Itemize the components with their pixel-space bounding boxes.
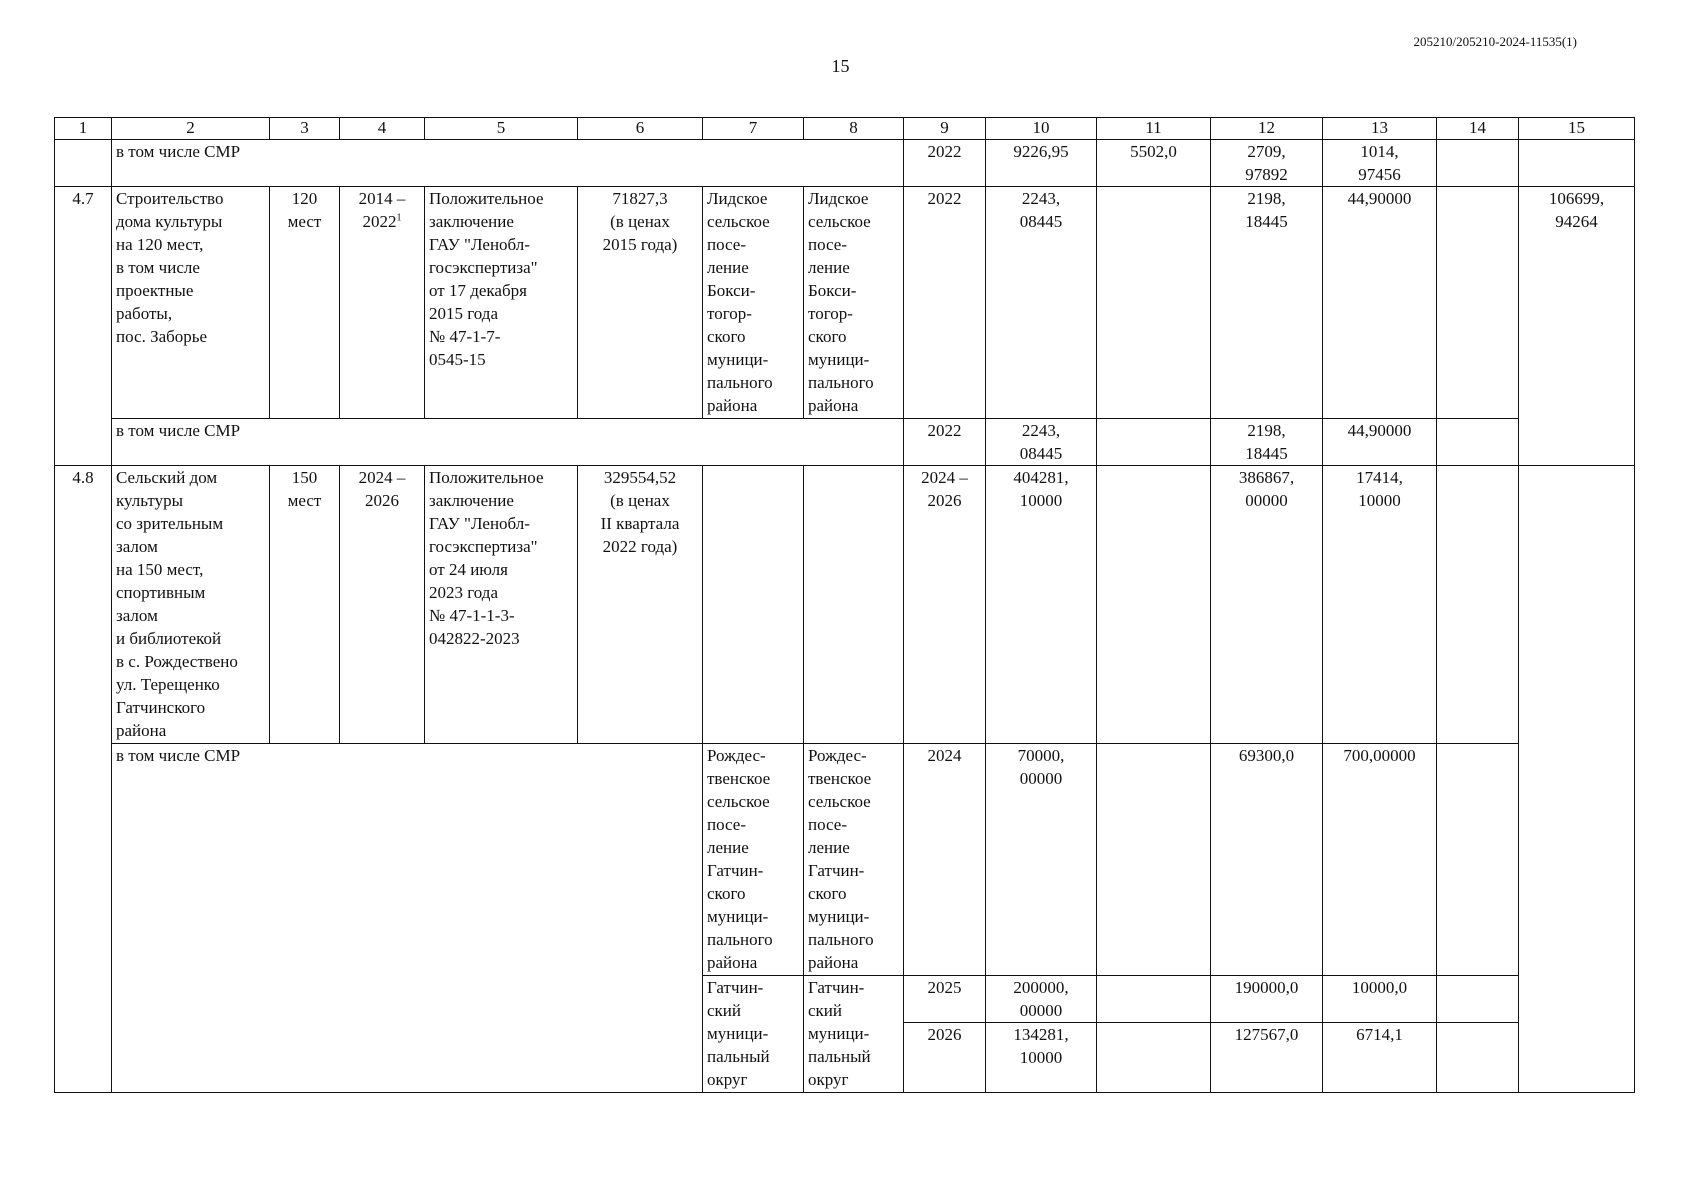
column-header: 13 <box>1323 118 1437 140</box>
customer: Гатчин- ский муници- пальный округ <box>703 976 804 1093</box>
cell-col10: 404281, 10000 <box>986 466 1097 744</box>
cell-year: 2024 – 2026 <box>904 466 986 744</box>
cell-col14 <box>1437 744 1519 976</box>
cell-col13: 17414, 10000 <box>1323 466 1437 744</box>
capacity: 150 мест <box>270 466 340 744</box>
cell-col14 <box>1437 187 1519 419</box>
column-header: 6 <box>578 118 703 140</box>
smr-label: в том числе СМР <box>112 140 904 187</box>
program-table <box>54 117 1635 1093</box>
developer: Лидское сельское посе- ление Бокси- тогор- ского муници- пального района <box>804 187 904 419</box>
cell-year: 2024 <box>904 744 986 976</box>
column-header: 1 <box>55 118 112 140</box>
column-header: 8 <box>804 118 904 140</box>
cell-col13: 1014, 97456 <box>1323 140 1437 187</box>
cell-col12: 127567,0 <box>1211 1023 1323 1093</box>
cost: 71827,3 (в ценах 2015 года) <box>578 187 703 419</box>
table-row-4-8 <box>55 466 1635 744</box>
object-name: Строительство дома культуры на 120 мест, в том числе проектные работы, пос. Заборье <box>112 187 270 419</box>
cell-col10: 200000, 00000 <box>986 976 1097 1023</box>
cell-col14 <box>1437 419 1519 466</box>
cell-col13: 6714,1 <box>1323 1023 1437 1093</box>
column-header: 11 <box>1097 118 1211 140</box>
cell-col10: 70000, 00000 <box>986 744 1097 976</box>
item-number: 4.7 <box>55 187 112 466</box>
footnote-mark: 1 <box>396 212 402 224</box>
cell-col15: 106699, 94264 <box>1519 187 1635 466</box>
column-header: 7 <box>703 118 804 140</box>
cell-col10: 134281, 10000 <box>986 1023 1097 1093</box>
cell-col14 <box>1437 1023 1519 1093</box>
cell-col13: 44,90000 <box>1323 419 1437 466</box>
cell-col12: 190000,0 <box>1211 976 1323 1023</box>
cell-col10: 2243, 08445 <box>986 419 1097 466</box>
cell-col11 <box>1097 466 1211 744</box>
document-number: 205210/205210-2024-11535(1) <box>1413 34 1577 49</box>
cell-col14 <box>1437 976 1519 1023</box>
cell-col14 <box>1437 140 1519 187</box>
column-header: 2 <box>112 118 270 140</box>
cell-col11 <box>1097 187 1211 419</box>
expertise: Положительное заключение ГАУ "Ленобл- госэкспертиза" от 24 июля 2023 года № 47-1-1-3- 042822-2023 <box>425 466 578 744</box>
column-header-row <box>55 118 1635 140</box>
cell-col12: 2198, 18445 <box>1211 187 1323 419</box>
developer <box>804 466 904 744</box>
table-row-4-7 <box>55 187 1635 419</box>
object-name: Сельский дом культуры со зрительным залом на 150 мест, спортивным залом и библиотекой в с. Рождествено ул. Терещенко Гатчинского района <box>112 466 270 744</box>
column-header: 10 <box>986 118 1097 140</box>
developer: Рождес- твенское сельское посе- ление Гатчин- ского муници- пального района <box>804 744 904 976</box>
cell-year: 2022 <box>904 140 986 187</box>
cell-year: 2025 <box>904 976 986 1023</box>
period: 2024 – 2026 <box>340 466 425 744</box>
cell-col14 <box>1437 466 1519 744</box>
cell-year: 2022 <box>904 187 986 419</box>
item-number: 4.8 <box>55 466 112 1093</box>
cell-col12: 2709, 97892 <box>1211 140 1323 187</box>
table-row-4-8-smr <box>55 744 1635 976</box>
table-row-smr-prev <box>55 140 1635 187</box>
cell-col13: 44,90000 <box>1323 187 1437 419</box>
cell-col15 <box>1519 466 1635 1093</box>
column-header: 9 <box>904 118 986 140</box>
cell-col12: 386867, 00000 <box>1211 466 1323 744</box>
cell-col10: 9226,95 <box>986 140 1097 187</box>
column-header: 14 <box>1437 118 1519 140</box>
smr-label: в том числе СМР <box>112 419 904 466</box>
page-number: 15 <box>831 56 850 76</box>
table-row-4-7-smr <box>55 419 1635 466</box>
smr-label: в том числе СМР <box>112 744 703 1093</box>
cell-empty <box>55 140 112 187</box>
column-header: 4 <box>340 118 425 140</box>
cell-col15 <box>1519 140 1635 187</box>
column-header: 3 <box>270 118 340 140</box>
cell-year: 2026 <box>904 1023 986 1093</box>
cell-col11 <box>1097 976 1211 1023</box>
period <box>340 187 425 419</box>
customer <box>703 466 804 744</box>
cell-col11 <box>1097 1023 1211 1093</box>
customer: Лидское сельское посе- ление Бокси- тогор- ского муници- пального района <box>703 187 804 419</box>
cell-col12: 69300,0 <box>1211 744 1323 976</box>
cell-col11 <box>1097 419 1211 466</box>
expertise: Положительное заключение ГАУ "Ленобл- госэкспертиза" от 17 декабря 2015 года № 47-1-7- 0545-15 <box>425 187 578 419</box>
cell-col11: 5502,0 <box>1097 140 1211 187</box>
cell-col13: 10000,0 <box>1323 976 1437 1023</box>
period-text: 2014 – 2022 <box>358 189 406 231</box>
column-header: 15 <box>1519 118 1635 140</box>
capacity: 120 мест <box>270 187 340 419</box>
cell-year: 2022 <box>904 419 986 466</box>
cell-col13: 700,00000 <box>1323 744 1437 976</box>
customer: Рождес- твенское сельское посе- ление Гатчин- ского муници- пального района <box>703 744 804 976</box>
column-header: 12 <box>1211 118 1323 140</box>
cell-col11 <box>1097 744 1211 976</box>
cell-col12: 2198, 18445 <box>1211 419 1323 466</box>
developer: Гатчин- ский муници- пальный округ <box>804 976 904 1093</box>
cost: 329554,52 (в ценах II квартала 2022 года) <box>578 466 703 744</box>
cell-col10: 2243, 08445 <box>986 187 1097 419</box>
column-header: 5 <box>425 118 578 140</box>
